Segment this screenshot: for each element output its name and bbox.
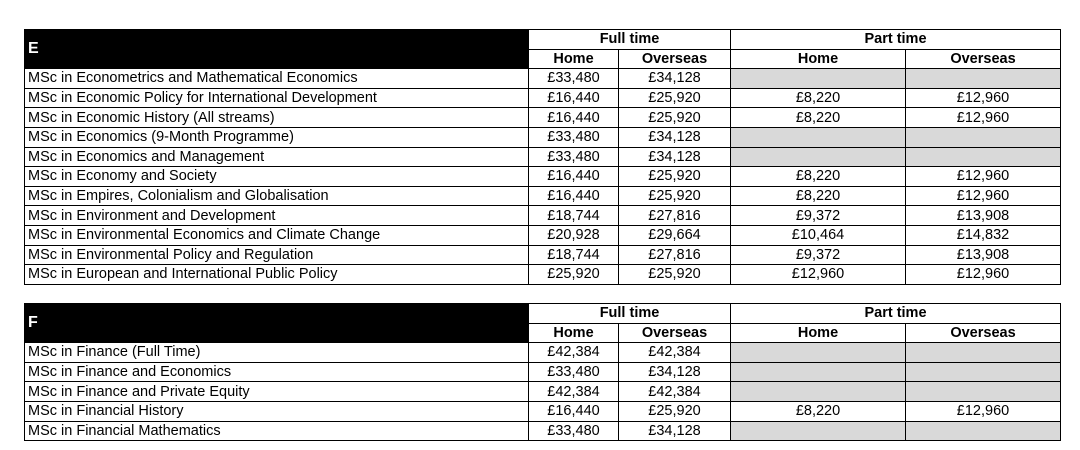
full-time-header: Full time bbox=[529, 304, 731, 324]
pt-home-fee bbox=[731, 362, 906, 382]
ft-home-fee: £16,440 bbox=[529, 401, 619, 421]
pt-overseas-fee: £12,960 bbox=[906, 88, 1061, 108]
ft-overseas-fee: £25,920 bbox=[619, 108, 731, 128]
fee-table-e bbox=[24, 29, 1061, 285]
pt-overseas-fee: £13,908 bbox=[906, 206, 1061, 226]
table-row bbox=[25, 343, 1061, 363]
table-row bbox=[25, 88, 1061, 108]
ft-home-fee: £33,480 bbox=[529, 147, 619, 167]
ft-overseas-fee: £34,128 bbox=[619, 421, 731, 441]
ft-overseas-fee: £29,664 bbox=[619, 225, 731, 245]
table-row bbox=[25, 108, 1061, 128]
pt-home-header: Home bbox=[731, 323, 906, 343]
pt-home-header: Home bbox=[731, 49, 906, 69]
table-row bbox=[25, 167, 1061, 187]
pt-home-fee: £8,220 bbox=[731, 186, 906, 206]
programme-name: MSc in Environmental Economics and Climate Change bbox=[25, 225, 529, 245]
table-row bbox=[25, 401, 1061, 421]
pt-overseas-fee: £14,832 bbox=[906, 225, 1061, 245]
pt-home-fee: £8,220 bbox=[731, 108, 906, 128]
pt-overseas-fee bbox=[906, 147, 1061, 167]
pt-overseas-fee: £13,908 bbox=[906, 245, 1061, 265]
pt-home-fee: £8,220 bbox=[731, 88, 906, 108]
programme-name: MSc in Finance and Private Equity bbox=[25, 382, 529, 402]
ft-overseas-fee: £25,920 bbox=[619, 401, 731, 421]
pt-overseas-fee: £12,960 bbox=[906, 401, 1061, 421]
ft-overseas-header: Overseas bbox=[619, 49, 731, 69]
pt-overseas-fee bbox=[906, 127, 1061, 147]
ft-home-fee: £42,384 bbox=[529, 382, 619, 402]
pt-home-fee bbox=[731, 127, 906, 147]
pt-home-fee: £10,464 bbox=[731, 225, 906, 245]
ft-overseas-fee: £27,816 bbox=[619, 245, 731, 265]
ft-overseas-fee: £34,128 bbox=[619, 147, 731, 167]
ft-home-fee: £33,480 bbox=[529, 362, 619, 382]
pt-overseas-fee bbox=[906, 362, 1061, 382]
pt-overseas-fee bbox=[906, 69, 1061, 89]
table-row bbox=[25, 127, 1061, 147]
pt-overseas-header: Overseas bbox=[906, 323, 1061, 343]
ft-overseas-fee: £34,128 bbox=[619, 69, 731, 89]
ft-overseas-header: Overseas bbox=[619, 323, 731, 343]
programme-name: MSc in Econometrics and Mathematical Economics bbox=[25, 69, 529, 89]
table-row bbox=[25, 186, 1061, 206]
pt-home-fee bbox=[731, 343, 906, 363]
pt-home-fee: £8,220 bbox=[731, 401, 906, 421]
programme-name: MSc in Finance and Economics bbox=[25, 362, 529, 382]
programme-name: MSc in Environmental Policy and Regulation bbox=[25, 245, 529, 265]
pt-home-fee: £12,960 bbox=[731, 265, 906, 285]
ft-overseas-fee: £42,384 bbox=[619, 382, 731, 402]
table-row bbox=[25, 421, 1061, 441]
table-row bbox=[25, 265, 1061, 285]
pt-home-fee bbox=[731, 69, 906, 89]
pt-home-fee bbox=[731, 382, 906, 402]
ft-home-fee: £16,440 bbox=[529, 88, 619, 108]
ft-home-fee: £25,920 bbox=[529, 265, 619, 285]
ft-home-fee: £33,480 bbox=[529, 127, 619, 147]
section-letter: F bbox=[25, 304, 529, 343]
ft-home-fee: £42,384 bbox=[529, 343, 619, 363]
ft-home-header: Home bbox=[529, 49, 619, 69]
programme-name: MSc in Empires, Colonialism and Globalisation bbox=[25, 186, 529, 206]
table-row bbox=[25, 69, 1061, 89]
ft-overseas-fee: £27,816 bbox=[619, 206, 731, 226]
part-time-header: Part time bbox=[731, 304, 1061, 324]
pt-overseas-fee: £12,960 bbox=[906, 265, 1061, 285]
ft-home-fee: £16,440 bbox=[529, 186, 619, 206]
ft-overseas-fee: £34,128 bbox=[619, 127, 731, 147]
programme-name: MSc in Environment and Development bbox=[25, 206, 529, 226]
ft-overseas-fee: £25,920 bbox=[619, 88, 731, 108]
programme-name: MSc in Financial History bbox=[25, 401, 529, 421]
table-row bbox=[25, 362, 1061, 382]
programme-name: MSc in Economics (9-Month Programme) bbox=[25, 127, 529, 147]
fee-table-f bbox=[24, 303, 1061, 441]
pt-overseas-fee: £12,960 bbox=[906, 108, 1061, 128]
programme-name: MSc in Financial Mathematics bbox=[25, 421, 529, 441]
ft-home-fee: £16,440 bbox=[529, 108, 619, 128]
pt-home-fee: £9,372 bbox=[731, 245, 906, 265]
ft-overseas-fee: £25,920 bbox=[619, 265, 731, 285]
programme-name: MSc in Economy and Society bbox=[25, 167, 529, 187]
programme-name: MSc in Finance (Full Time) bbox=[25, 343, 529, 363]
pt-overseas-fee: £12,960 bbox=[906, 186, 1061, 206]
table-row bbox=[25, 382, 1061, 402]
ft-home-header: Home bbox=[529, 323, 619, 343]
programme-name: MSc in Economics and Management bbox=[25, 147, 529, 167]
full-time-header: Full time bbox=[529, 30, 731, 50]
ft-overseas-fee: £25,920 bbox=[619, 167, 731, 187]
ft-home-fee: £33,480 bbox=[529, 421, 619, 441]
ft-overseas-fee: £42,384 bbox=[619, 343, 731, 363]
pt-home-fee bbox=[731, 147, 906, 167]
ft-home-fee: £33,480 bbox=[529, 69, 619, 89]
pt-overseas-fee bbox=[906, 421, 1061, 441]
programme-name: MSc in Economic History (All streams) bbox=[25, 108, 529, 128]
ft-home-fee: £18,744 bbox=[529, 245, 619, 265]
pt-home-fee: £8,220 bbox=[731, 167, 906, 187]
pt-home-fee bbox=[731, 421, 906, 441]
programme-name: MSc in European and International Public Policy bbox=[25, 265, 529, 285]
part-time-header: Part time bbox=[731, 30, 1061, 50]
programme-name: MSc in Economic Policy for International Development bbox=[25, 88, 529, 108]
pt-overseas-fee: £12,960 bbox=[906, 167, 1061, 187]
ft-overseas-fee: £34,128 bbox=[619, 362, 731, 382]
pt-home-fee: £9,372 bbox=[731, 206, 906, 226]
pt-overseas-fee bbox=[906, 343, 1061, 363]
pt-overseas-header: Overseas bbox=[906, 49, 1061, 69]
pt-overseas-fee bbox=[906, 382, 1061, 402]
table-row bbox=[25, 147, 1061, 167]
ft-home-fee: £20,928 bbox=[529, 225, 619, 245]
ft-home-fee: £18,744 bbox=[529, 206, 619, 226]
table-row bbox=[25, 245, 1061, 265]
section-letter: E bbox=[25, 30, 529, 69]
table-row bbox=[25, 225, 1061, 245]
ft-home-fee: £16,440 bbox=[529, 167, 619, 187]
table-row bbox=[25, 206, 1061, 226]
ft-overseas-fee: £25,920 bbox=[619, 186, 731, 206]
